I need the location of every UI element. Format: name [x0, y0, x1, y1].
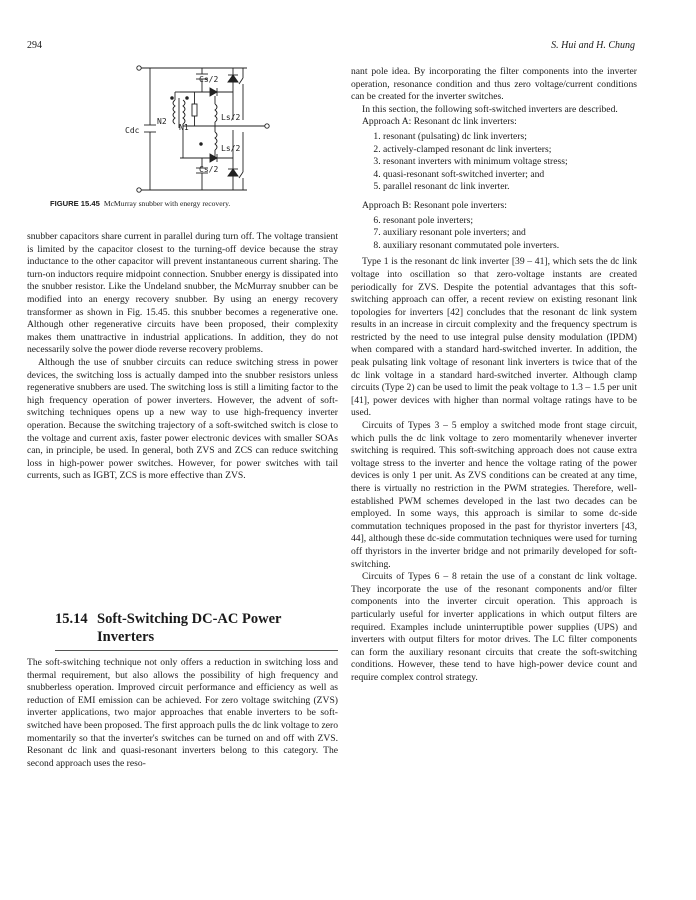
cs-bottom-label: Cs/2: [199, 165, 219, 174]
cs-top-label: Cs/2: [199, 75, 219, 84]
figure-caption: [50, 199, 230, 208]
approach-a-title: Approach A: Resonant dc link inverters:: [362, 116, 517, 128]
paragraph: Circuits of Types 6 – 8 retain the use of a constant dc link voltage. They incorporate the use of the resonant components and/or filter components into the inverter circuit operation. This approach is particularly useful for inverter applications in which output filters are required. Examples include uninterruptible power supplies (UPS) and inverters with output filters for motor drives. The LC filter components can form the auxiliary resonant circuits that create the soft-switching conditions. However, these tend to have high-power device count and require complex control strategy.: [351, 571, 637, 683]
circuit-diagram: [125, 60, 285, 196]
section-rule: [55, 650, 338, 651]
approach-b-list: [351, 215, 637, 253]
section-number: 15.14: [55, 611, 88, 627]
section-heading: [55, 610, 338, 646]
ls-bottom-label: Ls/2: [221, 144, 241, 153]
list-item: 1. resonant (pulsating) dc link inverters;: [383, 131, 637, 144]
paragraph: Circuits of Types 3 – 5 employ a switched mode front stage circuit, which pulls the dc link voltage to zero momentarily whenever inverter switching is required. This soft-switching approach does not cause extra voltage stress to the inverter and hence the voltage rating of the power devices is only 1 per unit. As ZVS conditions can be created at any time, there is virtually no restriction in the PWM strategies. Therefore, well-established PWM schemes developed in the last two decades can be employed. In some ways, this approach is similar to some dc-side commutation techniques proposed in the past for thyristor inverters [43, 44], although these dc-side commutation techniques were used for turning off thyristors in the inverter bridge and not primarily developed for soft-switching.: [351, 420, 637, 570]
n2-label: N2: [157, 117, 167, 126]
n1-label: N1: [179, 123, 189, 132]
section-title-line1: Soft-Switching DC-AC Power: [97, 611, 282, 627]
figure-caption-text: McMurray snubber with energy recovery.: [103, 199, 231, 208]
ls-top-label: Ls/2: [221, 113, 241, 122]
left-column: [27, 231, 338, 483]
paragraph: In this section, the following soft-switched inverters are described.: [362, 103, 618, 115]
paragraph: The soft-switching technique not only offers a reduction in switching loss and thermal requirement, but also allows the possibility of high frequency and snubberless operation. Improved circuit performance and efficiency as well as reduction of EMI emission can be achieved. For zero voltage switching (ZVS) inverter applications, two major approaches that enable inverters to be soft-switched have been proposed. The first approach pulls the dc link voltage to zero momentarily so that the inverter's switches can be turned on and off with ZVS. Resonant dc link and quasi-resonant inverters belong to this category. The second approach uses the reso-: [27, 657, 338, 769]
approach-a-list: [351, 131, 637, 194]
running-header-authors: S. Hui and H. Chung: [551, 40, 635, 51]
paragraph: nant pole idea. By incorporating the filter components into the inverter operation, resonance condition and thus zero voltage/current conditions can be created for the inverter switches.: [351, 66, 637, 103]
cdc-label: Cdc: [125, 126, 140, 135]
figure-number: FIGURE 15.45: [50, 199, 100, 208]
section-title-line2: Inverters: [97, 629, 155, 645]
page-number: 294: [27, 40, 42, 51]
list-item: 5. parallel resonant dc link inverter.: [383, 181, 637, 194]
list-item: 3. resonant inverters with minimum voltage stress;: [383, 156, 637, 169]
paragraph: snubber capacitors share current in parallel during turn off. The voltage transient is limited by the capacitor closest to the turning-off device because the stray inductance to the other capacitor will prevent instantaneous current sharing. The turn-on inductors require midpoint connection. Snubber energy is dissipated into the snubber resistor. Like the Undeland snubber, the McMurray snubber can be modified into an energy recovery snubber. By using an energy recovery transformer as shown in Fig. 15.45. this snubber becomes a regenerative one. Although other regenerative circuits have been proposed, their complexity makes them unattractive in industrial applications. In addition, they do not necessarily solve the power diode reverse recovery problems.: [27, 231, 338, 356]
approach-b-title: Approach B: Resonant pole inverters:: [362, 199, 507, 211]
list-item: 7. auxiliary resonant pole inverters; and: [383, 227, 637, 240]
list-item: 8. auxiliary resonant commutated pole inverters.: [383, 240, 637, 253]
paragraph: Type 1 is the resonant dc link inverter [39 – 41], which sets the dc link voltage into oscillation so that zero-voltage instants are created periodically for ZVS. Despite the potential advantages that this soft-switching approach can offer, a recent review on existing resonant link topologies for inverters [42] concludes that the resonant dc link system results in an increase in circuit complexity and the frequency spectrum is restricted by the need to use integral pulse density modulation (IPDM) when compared with a standard hard-switched inverter. In addition, the peak pulsating link voltage of resonant link inverters is twice that of the dc link voltage in a standard hard-switched inverter. Although clamp circuits (Type 2) can be used to limit the peak voltage to 1.3 – 1.5 per unit [41], power devices with higher than normal voltage ratings have to be used.: [351, 256, 637, 419]
list-item: 6. resonant pole inverters;: [383, 215, 637, 228]
paragraph: Although the use of snubber circuits can reduce switching stress in power devices, the switching loss is actually damped into the snubber resistors unless regenerative snubbers are used. The switching loss is still a limiting factor to the high frequency operation of power inverters. However, the advent of soft-switching techniques opens up a new way to use high-frequency inverter operation. Because the switching trajectory of a soft-switched switch is close to the voltage and current axis, faster power electronic devices with smaller SOAs can, in principle, be used. In general, both ZVS and ZCS can reduce switching loss in high-power power switches. However, for power switches with tail currents, such as IGBT, ZCS is more effective than ZVS.: [27, 356, 338, 482]
section-body: [27, 657, 338, 770]
list-item: 2. actively-clamped resonant dc link inverters;: [383, 144, 637, 157]
right-column: [351, 66, 637, 685]
list-item: 4. quasi-resonant soft-switched inverter; and: [383, 169, 637, 182]
